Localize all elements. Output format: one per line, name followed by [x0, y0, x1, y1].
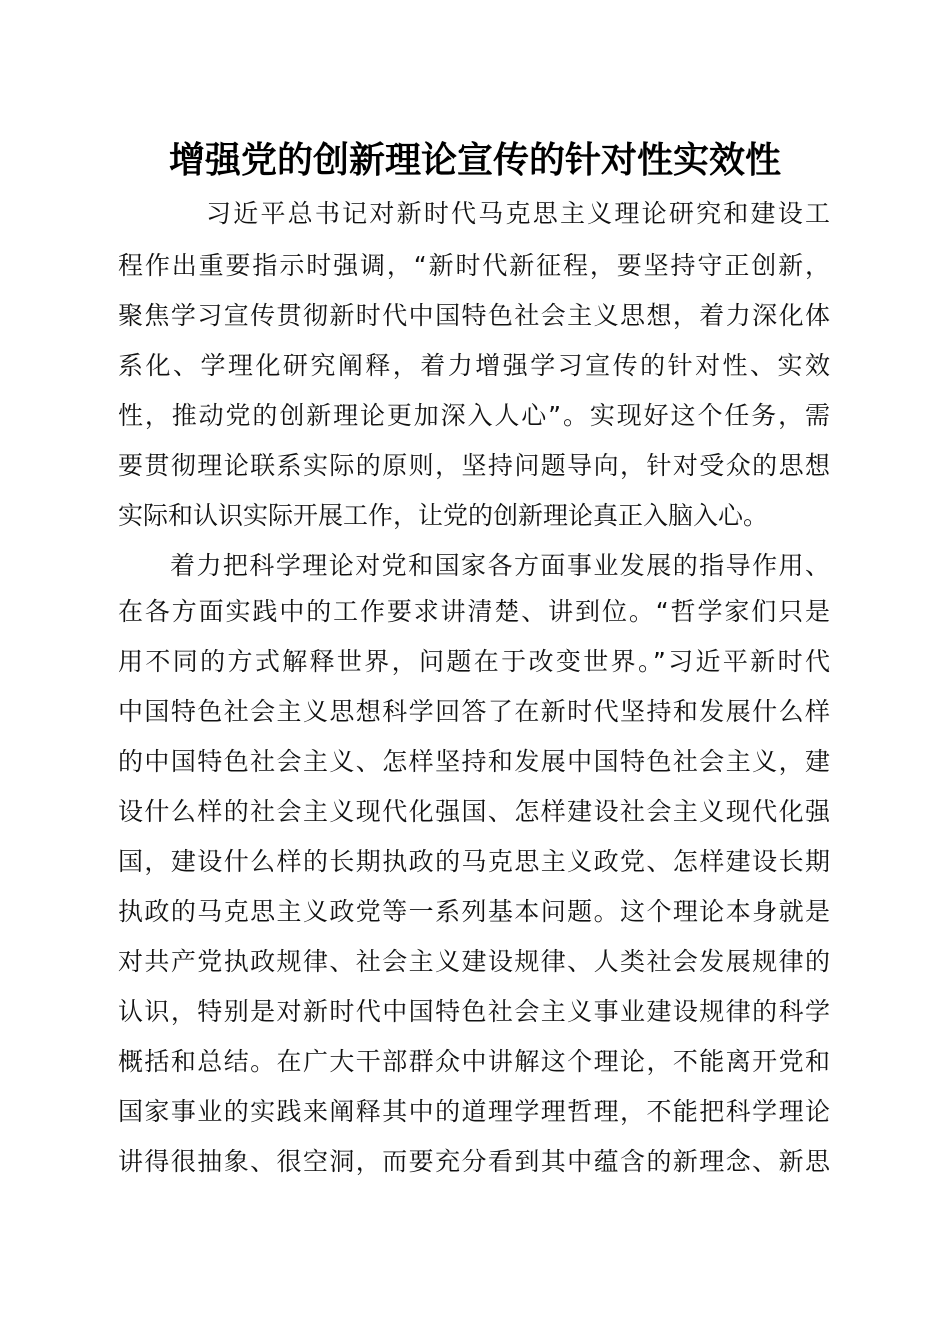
paragraph-2-line-4: 中国特色社会主义思想科学回答了在新时代坚持和发展什么样 — [118, 697, 830, 726]
paragraph-2-line-2: 在各方面实践中的工作要求讲清楚、讲到位。“哲学家们只是 — [118, 597, 830, 626]
document-title: 增强党的创新理论宣传的针对性实效性 — [168, 139, 781, 181]
paragraph-2-line-10: 认识，特别是对新时代中国特色社会主义事业建设规律的科学 — [118, 997, 830, 1026]
paragraph-2-line-3: 用不同的方式解释世界，问题在于改变世界。”习近平新时代 — [118, 647, 830, 676]
paragraph-1-line-3: 聚焦学习宣传贯彻新时代中国特色社会主义思想，着力深化体 — [118, 301, 830, 330]
paragraph-1-line-2: 程作出重要指示时强调，“新时代新征程，要坚持守正创新， — [118, 251, 830, 280]
paragraph-2-line-5: 的中国特色社会主义、怎样坚持和发展中国特色社会主义，建 — [118, 747, 830, 776]
paragraph-2-line-12: 国家事业的实践来阐释其中的道理学理哲理，不能把科学理论 — [118, 1097, 830, 1126]
paragraph-1-line-5: 性，推动党的创新理论更加深入人心”。实现好这个任务，需 — [118, 401, 830, 430]
paragraph-2-line-11: 概括和总结。在广大干部群众中讲解这个理论，不能离开党和 — [118, 1047, 830, 1076]
paragraph-2-line-1: 着力把科学理论对党和国家各方面事业发展的指导作用、 — [170, 551, 830, 580]
paragraph-1-line-6: 要贯彻理论联系实际的原则，坚持问题导向，针对受众的思想 — [118, 451, 830, 480]
paragraph-1-line-7: 实际和认识实际开展工作，让党的创新理论真正入脑入心。 — [118, 501, 769, 530]
paragraph-2-line-13: 讲得很抽象、很空洞，而要充分看到其中蕴含的新理念、新思 — [118, 1147, 830, 1176]
paragraph-2-line-8: 执政的马克思主义政党等一系列基本问题。这个理论本身就是 — [118, 897, 830, 926]
paragraph-1-line-1: 习近平总书记对新时代马克思主义理论研究和建设工 — [206, 199, 830, 228]
paragraph-1-line-4: 系化、学理化研究阐释，着力增强学习宣传的针对性、实效 — [118, 351, 830, 380]
paragraph-2-line-9: 对共产党执政规律、社会主义建设规律、人类社会发展规律的 — [118, 947, 830, 976]
paragraph-2-line-7: 国，建设什么样的长期执政的马克思主义政党、怎样建设长期 — [118, 847, 830, 876]
paragraph-2-line-6: 设什么样的社会主义现代化强国、怎样建设社会主义现代化强 — [118, 797, 830, 826]
